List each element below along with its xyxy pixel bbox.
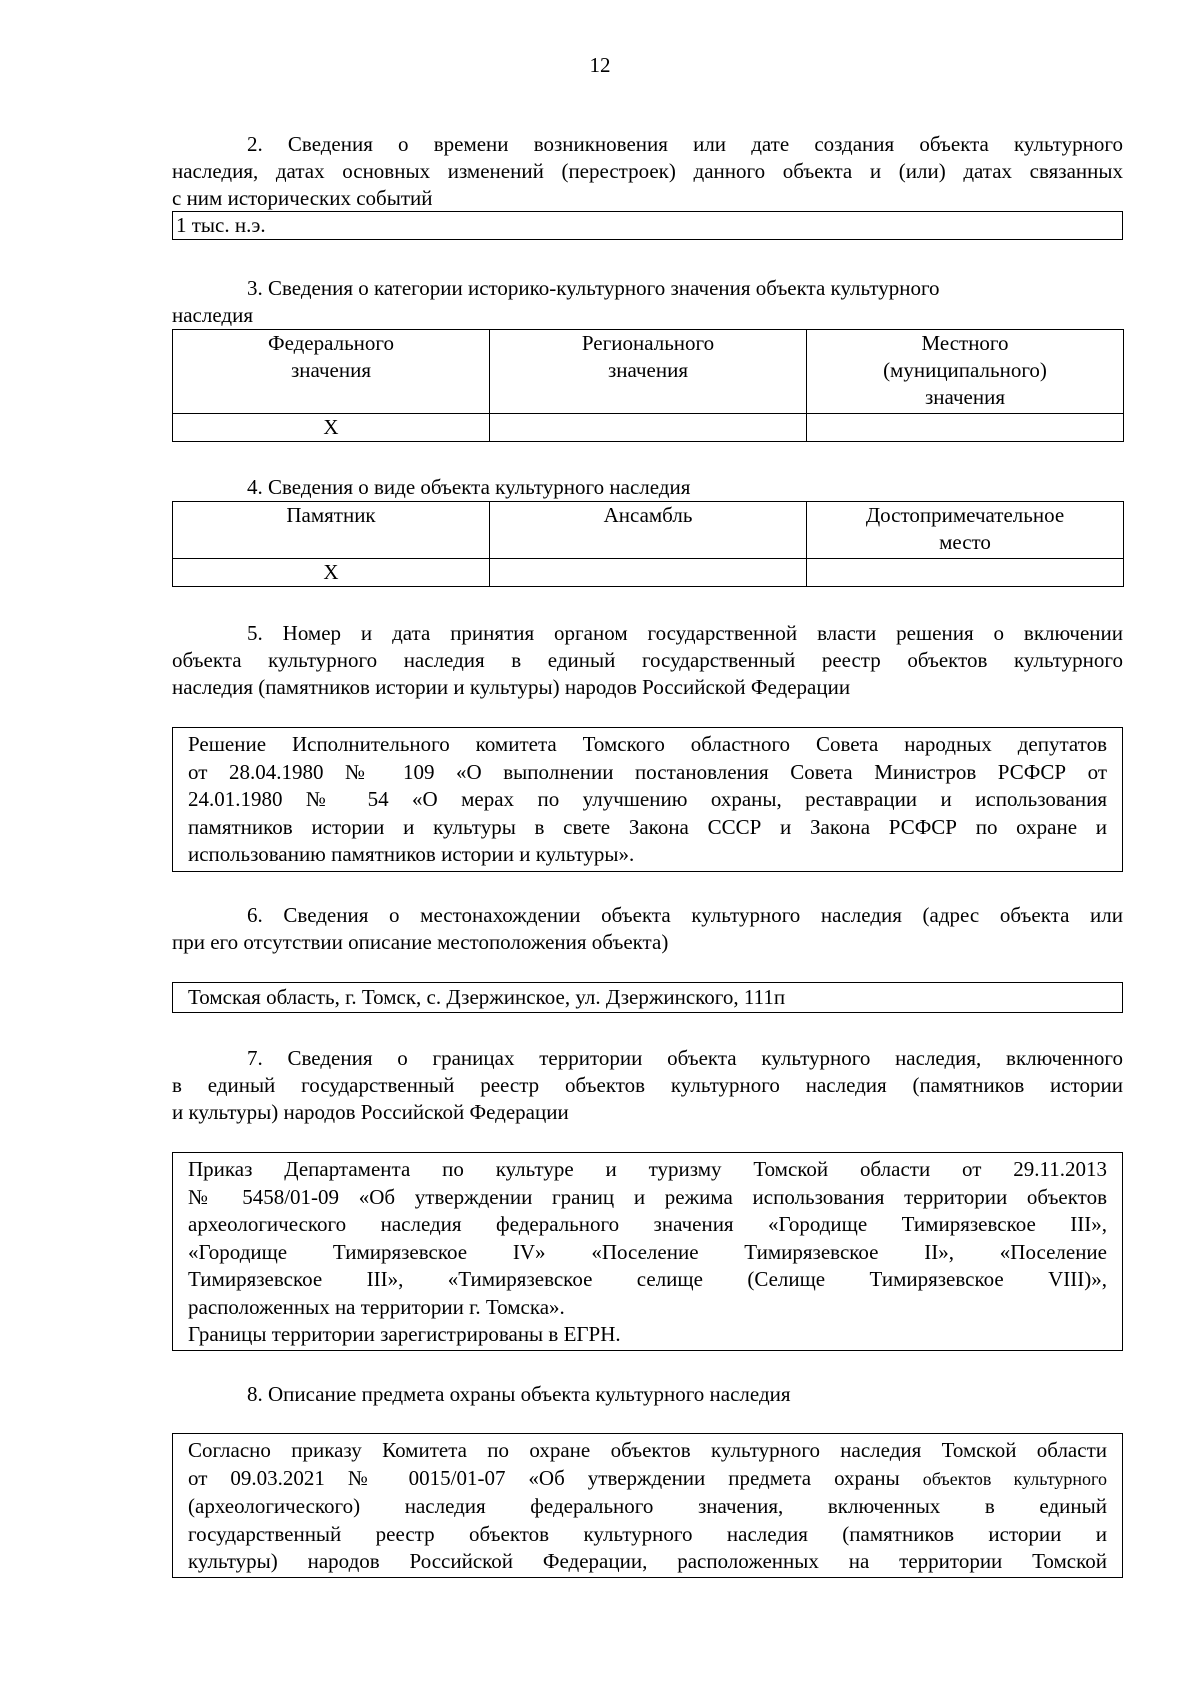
type-landmark-mark — [807, 559, 1124, 587]
category-local-header: Местного (муниципального) значения — [807, 330, 1124, 414]
section-2-value: 1 тыс. н.э. — [176, 213, 266, 237]
boundaries-line: Границы территории зарегистрированы в ЕГРН. — [188, 1322, 621, 1346]
type-ensemble-header: Ансамбль — [490, 502, 807, 559]
type-landmark-header: Достопримечательное место — [807, 502, 1124, 559]
section-6-heading-line-2: при его отсутствии описание местоположения объекта) — [172, 930, 669, 954]
section-6-address-box — [172, 982, 1123, 1013]
decision-line: от 28.04.1980 № 109 «О выполнении постановления Совета Министров РСФСР от — [188, 759, 1107, 784]
section-2-value-box — [172, 211, 1123, 240]
section-4-heading: 4. Сведения о виде объекта культурного наследия — [247, 475, 691, 499]
category-regional-header: Регионального значения — [490, 330, 807, 414]
protection-line-part: от 09.03.2021 № 0015/01-07 «Об утверждении предмета охраны — [188, 1465, 923, 1490]
section-8-heading: 8. Описание предмета охраны объекта культурного наследия — [247, 1382, 791, 1406]
section-7-heading-line-1: 7. Сведения о границах территории объекта культурного наследия, включенного — [247, 1046, 1123, 1070]
protection-line-small-part: объектов культурного — [922, 1468, 1107, 1489]
boundaries-line: № 5458/01-09 «Об утверждении границ и режима использования территории объектов — [188, 1184, 1107, 1209]
type-monument-mark: Х — [173, 559, 490, 587]
decision-line: 24.01.1980 № 54 «О мерах по улучшению охраны, реставрации и использования — [188, 787, 1107, 811]
protection-line: Согласно приказу Комитета по охране объектов культурного наследия Томской области — [188, 1438, 1107, 1462]
section-5-heading-line-2: объекта культурного наследия в единый государственный реестр объектов культурного — [172, 648, 1123, 672]
decision-line: памятников истории и культуры в свете Закона СССР и Закона РСФСР по охране и — [188, 814, 1107, 839]
section-4-type-table — [172, 501, 1124, 587]
boundaries-line: археологического наследия федерального значения «Городище Тимирязевское III», — [188, 1212, 1107, 1236]
boundaries-line: «Городище Тимирязевское IV» «Поселение Тимирязевское II», «Поселение — [188, 1239, 1107, 1264]
page-number: 12 — [589, 53, 611, 77]
protection-line: государственный реестр объектов культурного наследия (памятников истории и — [188, 1521, 1107, 1546]
category-federal-mark: Х — [173, 414, 490, 442]
decision-line: использованию памятников истории и культуры». — [188, 842, 635, 866]
section-5-decision-box — [172, 727, 1123, 872]
protection-line — [188, 1465, 1107, 1494]
section-6-heading-line-1: 6. Сведения о местонахождении объекта культурного наследия (адрес объекта или — [247, 903, 1123, 927]
section-7-heading-line-3: и культуры) народов Российской Федерации — [172, 1100, 569, 1124]
section-2-heading-line-1: 2. Сведения о времени возникновения или дате создания объекта культурного — [247, 132, 1123, 156]
section-5-heading-line-3: наследия (памятников истории и культуры) народов Российской Федерации — [172, 675, 851, 699]
section-6-address: Томская область, г. Томск, с. Дзержинское, ул. Дзержинского, 111п — [188, 985, 786, 1009]
decision-line: Решение Исполнительного комитета Томского областного Совета народных депутатов — [188, 732, 1107, 756]
section-8-protection-box — [172, 1433, 1123, 1578]
type-monument-header: Памятник — [173, 502, 490, 559]
protection-line: культуры) народов Российской Федерации, расположенных на территории Томской — [188, 1549, 1107, 1573]
boundaries-line: Приказ Департамента по культуре и туризму Томской области от 29.11.2013 — [188, 1157, 1107, 1181]
boundaries-line: расположенных на территории г. Томска». — [188, 1294, 565, 1319]
section-2-heading-line-3: с ним исторических событий — [172, 186, 433, 210]
boundaries-line: Тимирязевское III», «Тимирязевское селище (Селище Тимирязевское VIII)», — [188, 1267, 1107, 1291]
section-5-heading-line-1: 5. Номер и дата принятия органом государственной власти решения о включении — [247, 621, 1123, 645]
section-3-heading-line-2: наследия — [172, 303, 253, 327]
type-ensemble-mark — [490, 559, 807, 587]
category-federal-header: Федерального значения — [173, 330, 490, 414]
category-local-mark — [807, 414, 1124, 442]
section-3-category-table — [172, 329, 1124, 442]
category-regional-mark — [490, 414, 807, 442]
section-2-heading-line-2: наследия, датах основных изменений (перестроек) данного объекта и (или) датах связанных — [172, 159, 1123, 183]
protection-line: (археологического) наследия федерального значения, включенных в единый — [188, 1494, 1107, 1518]
section-3-heading-line-1: 3. Сведения о категории историко-культурного значения объекта культурного — [247, 276, 940, 300]
section-7-heading-line-2: в единый государственный реестр объектов культурного наследия (памятников истории — [172, 1073, 1123, 1097]
section-7-boundaries-box — [172, 1152, 1123, 1351]
